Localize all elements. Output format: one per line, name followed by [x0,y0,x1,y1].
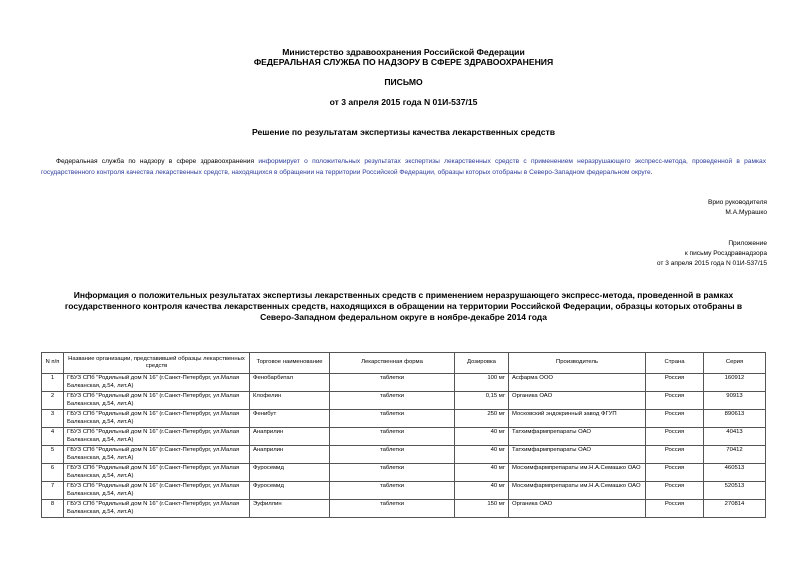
cell-batch: 70412 [704,446,766,464]
cell-batch: 520513 [704,482,766,500]
cell-dosage-form: таблетки [330,392,455,410]
cell-organization: ГБУЗ СПб "Родильный дом N 16" (г.Санкт-Петербург, ул.Малая Балканская, д.54, лит.А) [64,410,250,428]
cell-country: Россия [646,392,704,410]
cell-country: Россия [646,410,704,428]
table-row [42,428,766,446]
cell-country: Россия [646,500,704,518]
cell-number: 5 [42,446,64,464]
cell-trade-name: Фенобарбитал [250,374,330,392]
cell-organization: ГБУЗ СПб "Родильный дом N 16" (г.Санкт-Петербург, ул.Малая Балканская, д.54, лит.А) [64,446,250,464]
col-header-trade-name: Торговое наименование [250,353,330,374]
cell-trade-name: Фуросемид [250,482,330,500]
table-row [42,446,766,464]
cell-dosage: 250 мг [455,410,509,428]
cell-trade-name: Фенибут [250,410,330,428]
cell-trade-name: Эуфиллин [250,500,330,518]
cell-country: Россия [646,482,704,500]
col-header-country: Страна [646,353,704,374]
table-row [42,392,766,410]
cell-trade-name: Анаприлин [250,428,330,446]
col-header-dosage-form: Лекарственная форма [330,353,455,374]
cell-dosage: 0,15 мг [455,392,509,410]
table-row [42,464,766,482]
cell-number: 8 [42,500,64,518]
cell-number: 4 [42,428,64,446]
cell-country: Россия [646,374,704,392]
table-row [42,410,766,428]
cell-manufacturer: Татхимфармпрепараты ОАО [509,428,646,446]
cell-organization: ГБУЗ СПб "Родильный дом N 16" (г.Санкт-Петербург, ул.Малая Балканская, д.54, лит.А) [64,464,250,482]
col-header-number: N п/п [42,353,64,374]
cell-dosage-form: таблетки [330,482,455,500]
cell-dosage-form: таблетки [330,446,455,464]
col-header-dosage: Дозировка [455,353,509,374]
cell-dosage-form: таблетки [330,464,455,482]
doc-date: от 3 апреля 2015 года N 01И-537/15 [329,97,478,107]
cell-batch: 90913 [704,392,766,410]
table-header-row [42,353,766,374]
cell-batch: 890613 [704,410,766,428]
appendix-label: Приложение [728,240,767,247]
appendix-date: от 3 апреля 2015 года N 01И-537/15 [656,260,767,267]
cell-batch: 40413 [704,428,766,446]
ministry-name: Министерство здравоохранения Российской Федерации [282,47,525,57]
cell-dosage-form: таблетки [330,500,455,518]
col-header-manufacturer: Производитель [509,353,646,374]
doc-type: ПИСЬМО [384,77,423,87]
cell-manufacturer: Органика ОАО [509,392,646,410]
cell-dosage-form: таблетки [330,374,455,392]
cell-batch: 270814 [704,500,766,518]
intro-link[interactable]: информирует о положительных результатах экспертизы лекарственных средств с применением неразрушающего экспресс-метода, проведенной в рамках государственного контроля качества лекарственных средств, находящихся в обращении на территории Российской Федерации, образцы которых отобраны в Северо-Западном федеральном округе [41,158,766,176]
cell-dosage: 40 мг [455,446,509,464]
table-row [42,500,766,518]
cell-number: 3 [42,410,64,428]
cell-batch: 460513 [704,464,766,482]
table-title: Информация о положительных результатах экспертизы лекарственных средств с применением неразрушающего экспресс-метода, проведенной в рамках государственного контроля качества лекарственных средств, находящихся в обращении на территории Российской Федерации, образцы которых отобраны в Северо-Западном федеральном округе в ноябре-декабре 2014 года [64,290,743,322]
intro-tail: . [650,169,653,176]
cell-dosage: 40 мг [455,464,509,482]
cell-trade-name: Анаприлин [250,446,330,464]
cell-manufacturer: Мосхимфармпрепараты им.Н.А.Семашко ОАО [509,464,646,482]
cell-dosage: 40 мг [455,482,509,500]
cell-manufacturer: Органика ОАО [509,500,646,518]
results-table [41,352,766,518]
cell-dosage: 40 мг [455,428,509,446]
cell-dosage-form: таблетки [330,428,455,446]
cell-trade-name: Клофелин [250,392,330,410]
cell-country: Россия [646,428,704,446]
signatory-name: М.А.Мурашко [725,209,767,216]
col-header-batch: Серия [704,353,766,374]
cell-country: Россия [646,464,704,482]
cell-manufacturer: Татхимфармпрепараты ОАО [509,446,646,464]
doc-subject: Решение по результатам экспертизы качества лекарственных средств [251,127,556,137]
cell-batch: 160912 [704,374,766,392]
appendix-ref: к письму Росздравнадзора [684,250,767,257]
cell-number: 2 [42,392,64,410]
table-row [42,374,766,392]
col-header-organization: Название организации, представившей образцы лекарственных средств [64,353,250,374]
cell-dosage: 150 мг [455,500,509,518]
cell-number: 7 [42,482,64,500]
cell-organization: ГБУЗ СПб "Родильный дом N 16" (г.Санкт-Петербург, ул.Малая Балканская, д.54, лит.А) [64,374,250,392]
service-name: ФЕДЕРАЛЬНАЯ СЛУЖБА ПО НАДЗОРУ В СФЕРЕ ЗДРАВООХРАНЕНИЯ [253,57,554,67]
cell-organization: ГБУЗ СПб "Родильный дом N 16" (г.Санкт-Петербург, ул.Малая Балканская, д.54, лит.А) [64,500,250,518]
cell-number: 1 [42,374,64,392]
cell-manufacturer: Московский эндокринный завод ФГУП [509,410,646,428]
cell-dosage-form: таблетки [330,410,455,428]
cell-manufacturer: Мосхимфармпрепараты им.Н.А.Семашко ОАО [509,482,646,500]
cell-manufacturer: Асфарма ООО [509,374,646,392]
intro-lead: Федеральная служба по надзору в сфере здравоохранения [56,158,259,165]
cell-organization: ГБУЗ СПб "Родильный дом N 16" (г.Санкт-Петербург, ул.Малая Балканская, д.54, лит.А) [64,482,250,500]
cell-country: Россия [646,446,704,464]
cell-dosage: 100 мг [455,374,509,392]
cell-organization: ГБУЗ СПб "Родильный дом N 16" (г.Санкт-Петербург, ул.Малая Балканская, д.54, лит.А) [64,428,250,446]
cell-trade-name: Фуросемид [250,464,330,482]
cell-organization: ГБУЗ СПб "Родильный дом N 16" (г.Санкт-Петербург, ул.Малая Балканская, д.54, лит.А) [64,392,250,410]
signatory-role: Врио руководителя [707,199,767,206]
intro-paragraph [41,156,766,178]
table-row [42,482,766,500]
cell-number: 6 [42,464,64,482]
